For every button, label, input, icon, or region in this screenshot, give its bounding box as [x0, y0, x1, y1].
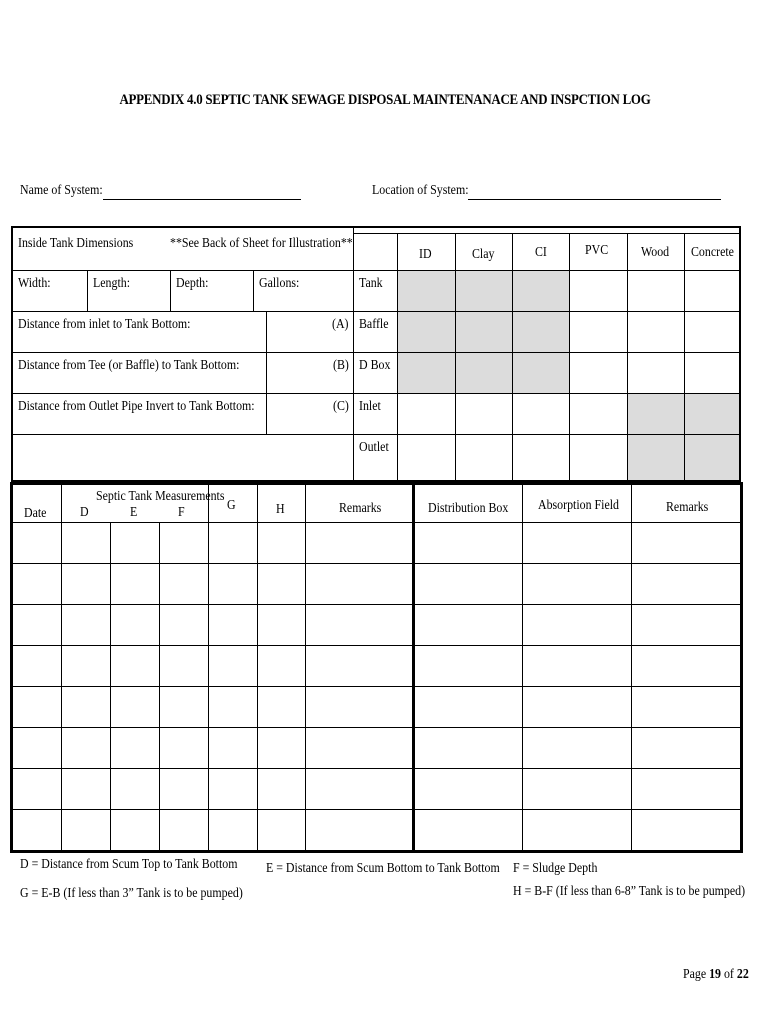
divider: [13, 604, 740, 605]
depth-label: Depth:: [176, 276, 209, 291]
divider: [13, 768, 740, 769]
divider: [412, 482, 415, 853]
col-id: ID: [419, 247, 432, 262]
divider: [170, 270, 171, 311]
col-f: F: [178, 505, 185, 520]
row-dbox: D Box: [359, 358, 391, 373]
divider: [13, 645, 740, 646]
inside-tank-dimensions-label: Inside Tank Dimensions: [18, 236, 134, 251]
gallons-label: Gallons:: [259, 276, 300, 291]
col-ci: CI: [535, 245, 547, 260]
divider: [631, 485, 632, 850]
location-of-system-label: Location of System:: [372, 183, 469, 198]
legend-g: G = E-B (If less than 3” Tank is to be pumped): [20, 886, 243, 901]
width-label: Width:: [18, 276, 51, 291]
divider: [13, 393, 739, 394]
legend-f: F = Sludge Depth: [513, 861, 598, 876]
illustration-note: **See Back of Sheet for Illustration**: [170, 236, 353, 251]
name-of-system-field[interactable]: [103, 199, 301, 200]
divider: [13, 563, 740, 564]
divider: [257, 485, 258, 850]
log-table: [10, 482, 743, 853]
distance-b-label: Distance from Tee (or Baffle) to Tank Bottom:: [18, 358, 240, 373]
divider: [13, 727, 740, 728]
distance-c-label: Distance from Outlet Pipe Invert to Tank Bottom:: [18, 399, 255, 414]
col-distribution-box: Distribution Box: [428, 501, 509, 516]
col-d: D: [80, 505, 89, 520]
legend-h: H = B-F (If less than 6-8” Tank is to be pumped): [513, 884, 746, 899]
col-remarks-right: Remarks: [666, 500, 709, 515]
divider: [13, 434, 739, 435]
septic-tank-measurements-label: Septic Tank Measurements: [96, 489, 225, 504]
legend-e: E = Distance from Scum Bottom to Tank Bottom: [266, 861, 500, 876]
length-label: Length:: [93, 276, 131, 291]
col-absorption-field: Absorption Field: [538, 498, 619, 513]
col-pvc: PVC: [585, 243, 609, 258]
col-clay: Clay: [472, 247, 495, 262]
row-tank: Tank: [359, 276, 383, 291]
divider: [522, 485, 523, 850]
divider: [13, 522, 740, 523]
row-outlet: Outlet: [359, 440, 389, 455]
code-a: (A): [332, 317, 349, 332]
divider: [13, 809, 740, 810]
code-b: (B): [333, 358, 349, 373]
location-of-system-field[interactable]: [468, 199, 721, 200]
divider: [353, 233, 739, 234]
divider: [13, 311, 739, 312]
divider: [353, 228, 354, 480]
col-e: E: [130, 505, 138, 520]
divider: [13, 352, 739, 353]
name-of-system-label: Name of System:: [20, 183, 103, 198]
code-c: (C): [333, 399, 349, 414]
col-g: G: [227, 498, 236, 513]
divider: [13, 270, 739, 271]
divider: [87, 270, 88, 311]
legend-d: D = Distance from Scum Top to Tank Bottom: [20, 857, 238, 872]
divider: [208, 485, 209, 850]
divider: [13, 686, 740, 687]
shade-tank-baffle-dbox: [397, 271, 570, 393]
divider: [61, 485, 62, 850]
divider: [253, 270, 254, 311]
page-title: APPENDIX 4.0 SEPTIC TANK SEWAGE DISPOSAL MAINTENANACE AND INSPCTION LOG: [119, 92, 651, 108]
col-h: H: [276, 502, 285, 517]
col-wood: Wood: [641, 245, 670, 260]
page-number: Page 19 of 22: [683, 967, 749, 982]
row-baffle: Baffle: [359, 317, 389, 332]
distance-a-label: Distance from inlet to Tank Bottom:: [18, 317, 191, 332]
col-remarks-left: Remarks: [339, 501, 382, 516]
row-inlet: Inlet: [359, 399, 381, 414]
divider: [305, 485, 306, 850]
shade-inlet-outlet: [627, 393, 739, 480]
col-date: Date: [24, 506, 47, 521]
col-concrete: Concrete: [691, 245, 734, 260]
